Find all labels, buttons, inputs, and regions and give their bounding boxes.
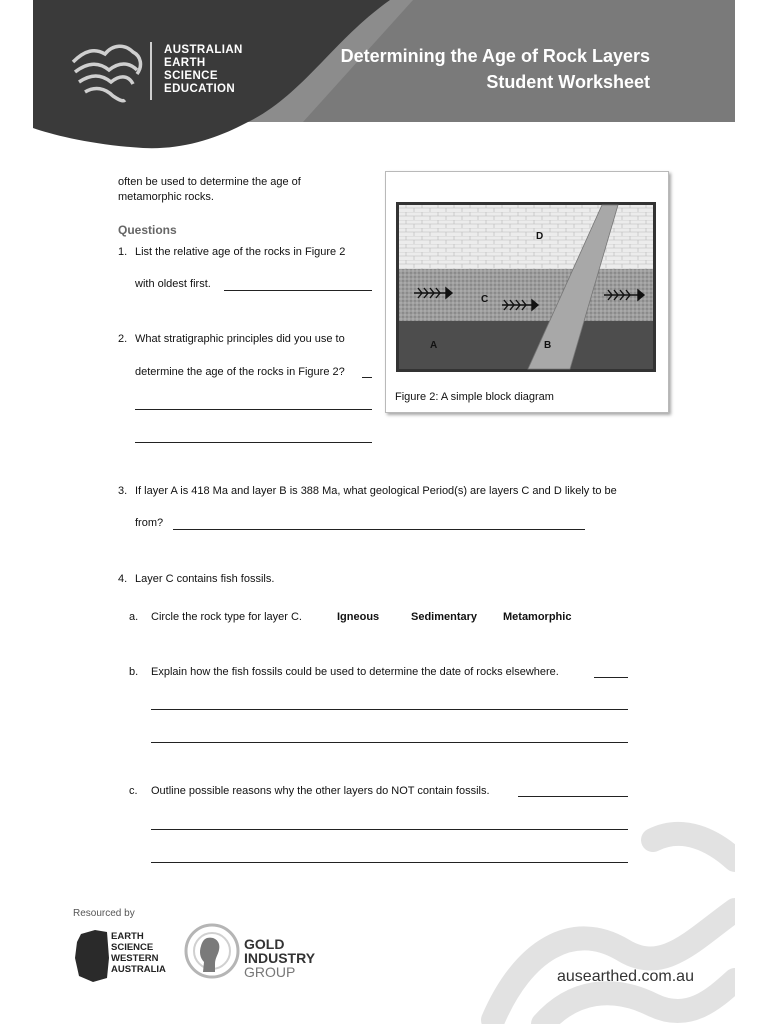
q4c-answer-line-1[interactable] (518, 796, 628, 797)
gold-industry-group-logo-icon (183, 922, 241, 980)
q4b-text: Explain how the fish fossils could be used to determine the date of rocks elsewhere. (151, 666, 559, 678)
label-d: D (536, 231, 544, 242)
esw-line-3: WESTERN (111, 953, 159, 964)
intro-line-1: often be used to determine the age of (118, 176, 301, 188)
q1-number: 1. (118, 246, 128, 258)
org-name-line-3: SCIENCE (164, 70, 218, 82)
label-b: B (544, 340, 552, 351)
q4a-text: Circle the rock type for layer C. (151, 611, 302, 623)
q1-text: List the relative age of the rocks in Figure 2 (135, 246, 346, 258)
q4b-answer-line-3[interactable] (151, 742, 628, 743)
q3-text: If layer A is 418 Ma and layer B is 388 Ma, what geological Period(s) are layers C and D likely to be (135, 485, 617, 497)
org-name-line-1: AUSTRALIAN (164, 44, 243, 56)
website-link[interactable]: ausearthed.com.au (557, 968, 694, 985)
label-a: A (430, 340, 438, 351)
option-igneous[interactable]: Igneous (337, 611, 380, 623)
worksheet-title: Determining the Age of Rock Layers (340, 46, 650, 66)
gig-line-3: GROUP (244, 964, 296, 980)
western-australia-map-icon (73, 928, 113, 984)
q3-number: 3. (118, 485, 128, 497)
q4-number: 4. (118, 573, 128, 585)
questions-heading: Questions (118, 223, 177, 237)
worksheet-subtitle: Student Worksheet (486, 72, 650, 92)
figure-caption: Figure 2: A simple block diagram (395, 391, 554, 403)
figure-2-box (385, 171, 669, 413)
q2-text-2: determine the age of the rocks in Figure 2? (135, 366, 345, 378)
q2-text: What stratigraphic principles did you use to (135, 333, 345, 345)
option-sedimentary[interactable]: Sedimentary (411, 611, 478, 623)
label-c: C (481, 294, 489, 305)
esw-line-1: EARTH (111, 931, 144, 942)
resourced-by-label: Resourced by (73, 908, 135, 919)
q4a-label: a. (129, 611, 139, 623)
q3-answer-line[interactable] (173, 529, 585, 530)
q1-text-2: with oldest first. (135, 278, 211, 290)
q4c-text: Outline possible reasons why the other layers do NOT contain fossils. (151, 785, 490, 797)
esw-line-2: SCIENCE (111, 942, 154, 953)
org-name-line-2: EARTH (164, 57, 206, 69)
q4-text: Layer C contains fish fossils. (135, 573, 275, 585)
q4b-label: b. (129, 666, 139, 678)
intro-line-2: metamorphic rocks. (118, 191, 214, 203)
option-metamorphic[interactable]: Metamorphic (503, 611, 572, 623)
org-name-line-4: EDUCATION (164, 83, 236, 95)
esw-line-4: AUSTRALIA (111, 964, 166, 975)
q2-number: 2. (118, 333, 128, 345)
q4b-answer-line-1[interactable] (594, 677, 628, 678)
q3-text-2: from? (135, 517, 164, 529)
q2-answer-line-3[interactable] (135, 442, 372, 443)
q2-answer-line-2[interactable] (135, 409, 372, 410)
q2-answer-line-1[interactable] (362, 377, 372, 378)
gig-line-1: GOLD (244, 936, 285, 952)
worksheet-page (33, 0, 735, 1024)
block-diagram (386, 172, 668, 387)
wave-watermark (453, 800, 735, 1024)
q4c-label: c. (129, 785, 138, 797)
q4b-answer-line-2[interactable] (151, 709, 628, 710)
gig-line-2: INDUSTRY (244, 950, 316, 966)
q1-answer-line[interactable] (224, 290, 372, 291)
